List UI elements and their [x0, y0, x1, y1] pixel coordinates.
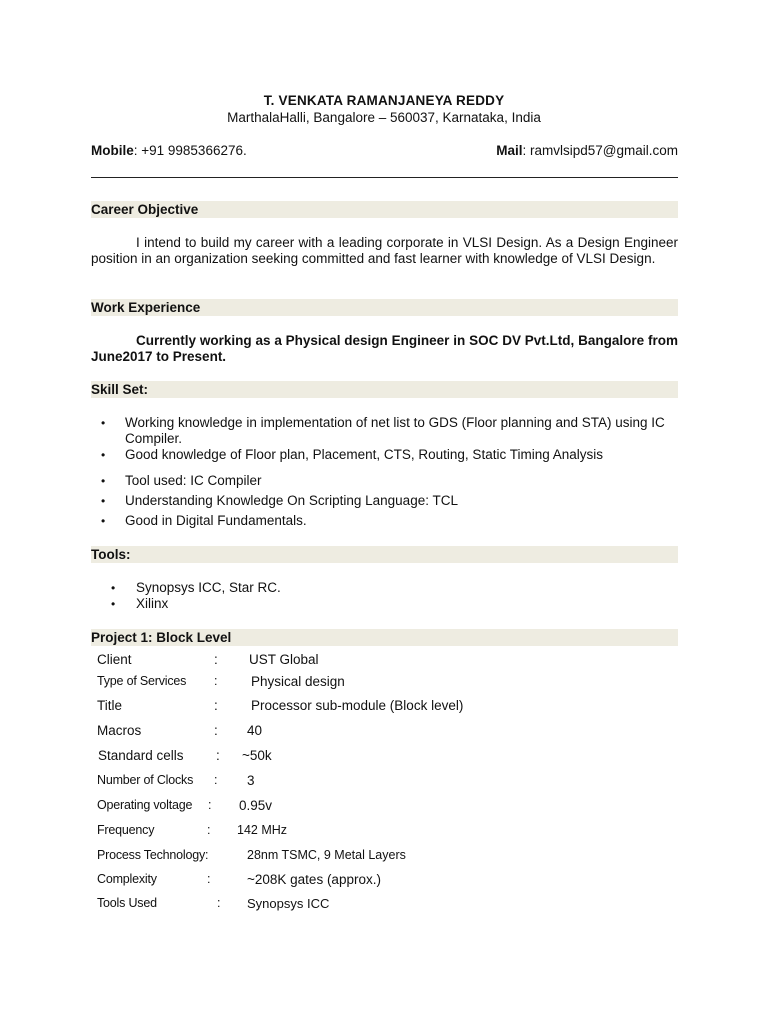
- field-label: Type of Services: [97, 674, 187, 688]
- project-row-tools-used: [97, 896, 330, 911]
- bullet-icon: •: [101, 474, 106, 488]
- project-row-frequency: [97, 823, 288, 837]
- field-label: Frequency: [97, 823, 155, 837]
- field-value: UST Global: [249, 652, 319, 667]
- section-heading-work-experience: Work Experience: [91, 299, 678, 316]
- project-row-macros: [97, 723, 263, 738]
- field-separator: :: [214, 652, 218, 667]
- mobile-info: [91, 143, 247, 158]
- candidate-address: MarthalaHalli, Bangalore – 560037, Karnataka, India: [227, 110, 541, 125]
- field-label: Client: [97, 652, 132, 667]
- project-row-standard-cells: [98, 748, 272, 763]
- field-value: 28nm TSMC, 9 Metal Layers: [247, 848, 406, 862]
- project-row-type-of-services: [97, 674, 345, 689]
- project-row-title: [97, 698, 464, 713]
- project-row-client: [97, 652, 319, 667]
- project-row-complexity: [97, 872, 381, 887]
- list-item: • Understanding Knowledge On Scripting Language: TCL: [101, 493, 458, 508]
- list-item: • Working knowledge in implementation of net list to GDS (Floor planning and STA) using IC Compiler.: [101, 415, 665, 446]
- bullet-icon: •: [101, 514, 106, 528]
- field-label: Title: [97, 698, 123, 713]
- field-separator: :: [208, 798, 212, 812]
- field-separator: :: [214, 698, 218, 713]
- project-row-number-of-clocks: [97, 773, 255, 788]
- mail-label: Mail: [496, 143, 523, 158]
- section-heading-project-1: Project 1: Block Level: [91, 629, 678, 646]
- work-experience-text: Currently working as a Physical design Engineer in SOC DV Pvt.Ltd, Bangalore from June2017 to Present.: [91, 333, 678, 364]
- field-value: 40: [247, 723, 263, 738]
- field-separator: :: [216, 748, 220, 763]
- section-heading-career-objective: Career Objective: [91, 201, 678, 218]
- field-value: ~208K gates (approx.): [247, 872, 381, 887]
- mobile-label: Mobile: [91, 143, 134, 158]
- field-label: Macros: [97, 723, 142, 738]
- field-value: 142 MHz: [237, 823, 288, 837]
- field-separator: :: [207, 823, 211, 837]
- field-separator: :: [207, 872, 211, 886]
- project-row-process-technology: [97, 848, 406, 862]
- mail-value: : ramvlsipd57@gmail.com: [522, 143, 678, 158]
- contact-row: [91, 143, 678, 158]
- bullet-icon: •: [111, 581, 116, 595]
- candidate-name: T. VENKATA RAMANJANEYA REDDY: [263, 93, 505, 108]
- section-heading-skill-set: Skill Set:: [91, 381, 678, 398]
- list-item: • Tool used: IC Compiler: [101, 473, 262, 488]
- field-label: Number of Clocks: [97, 773, 194, 787]
- header-divider: [91, 177, 678, 178]
- field-separator: :: [214, 773, 218, 787]
- bullet-icon: •: [111, 597, 116, 611]
- list-item: • Good knowledge of Floor plan, Placement, CTS, Routing, Static Timing Analysis: [101, 447, 603, 462]
- career-objective-text: I intend to build my career with a leading corporate in VLSI Design. As a Design Engineer position in an organization seeking committed and fast learner with knowledge of VLSI Design.: [91, 235, 678, 266]
- mail-info: [496, 143, 678, 158]
- field-label: Complexity: [97, 872, 157, 886]
- field-separator: :: [214, 674, 218, 688]
- field-value: Processor sub-module (Block level): [251, 698, 464, 713]
- project-row-operating-voltage: [97, 798, 273, 813]
- field-value: 3: [247, 773, 255, 788]
- bullet-icon: •: [101, 416, 106, 430]
- bullet-icon: •: [101, 494, 106, 508]
- bullet-icon: •: [101, 448, 106, 462]
- tools-list: [91, 580, 678, 612]
- section-heading-tools: Tools:: [91, 546, 678, 563]
- field-value: Synopsys ICC: [247, 896, 330, 911]
- field-label: Operating voltage: [97, 798, 193, 812]
- field-value: 0.95v: [239, 798, 273, 813]
- field-label: Standard cells: [98, 748, 184, 763]
- skill-list: [91, 415, 678, 533]
- field-value: Physical design: [251, 674, 345, 689]
- list-item: • Xilinx: [111, 596, 169, 611]
- field-label: Tools Used: [97, 896, 157, 910]
- field-value: ~50k: [242, 748, 272, 763]
- field-separator: :: [214, 723, 218, 738]
- field-separator: :: [217, 896, 221, 910]
- field-label: Process Technology:: [97, 848, 209, 862]
- mobile-value: : +91 9985366276.: [133, 143, 247, 158]
- list-item: • Good in Digital Fundamentals.: [101, 513, 307, 528]
- list-item: • Synopsys ICC, Star RC.: [111, 580, 281, 595]
